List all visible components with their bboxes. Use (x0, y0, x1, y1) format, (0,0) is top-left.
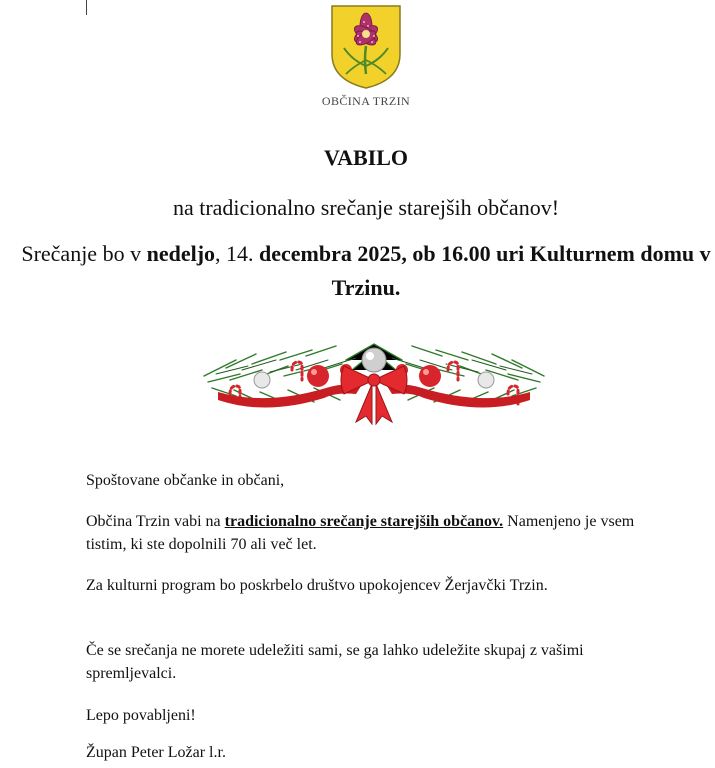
details-date-place: decembra 2025, ob 16.00 uri Kulturnem domu v Trzinu. (259, 241, 711, 300)
municipality-name: OBČINA TRZIN (321, 94, 411, 108)
closing-line: Lepo povabljeni! (86, 707, 196, 724)
greeting: Spoštovane občanke in občani, (86, 472, 285, 489)
details-prefix: Srečanje bo v (21, 241, 147, 266)
invitation-subtitle: na tradicionalno srečanje starejših občanov! (172, 195, 560, 220)
lily-crest-icon (330, 4, 402, 90)
companion-paragraph: Če se srečanja ne morete udeležiti sami, se ga lahko udeležite skupaj z vašimi spremljevalci. (86, 642, 584, 682)
details-middle: , 14. (215, 241, 260, 266)
invitation-paragraph (86, 510, 666, 556)
signature: Župan Peter Ložar l.r. (86, 744, 226, 761)
details-day: nedeljo (146, 241, 216, 266)
christmas-garland-icon (196, 330, 552, 426)
paragraph-eligibility: Namenjeno je vsem tistim, ki ste dopolnili 70 ali več let. (86, 513, 635, 553)
program-paragraph: Za kulturni program bo poskrbelo društvo upokojencev Žerjavčki Trzin. (86, 577, 548, 594)
event-name-emphasis: tradicionalno srečanje starejših občanov. (224, 513, 504, 530)
event-details (0, 237, 715, 305)
paragraph-intro: Občina Trzin vabi na (86, 513, 225, 530)
text-cursor (86, 0, 87, 15)
invitation-title: VABILO (324, 145, 408, 170)
